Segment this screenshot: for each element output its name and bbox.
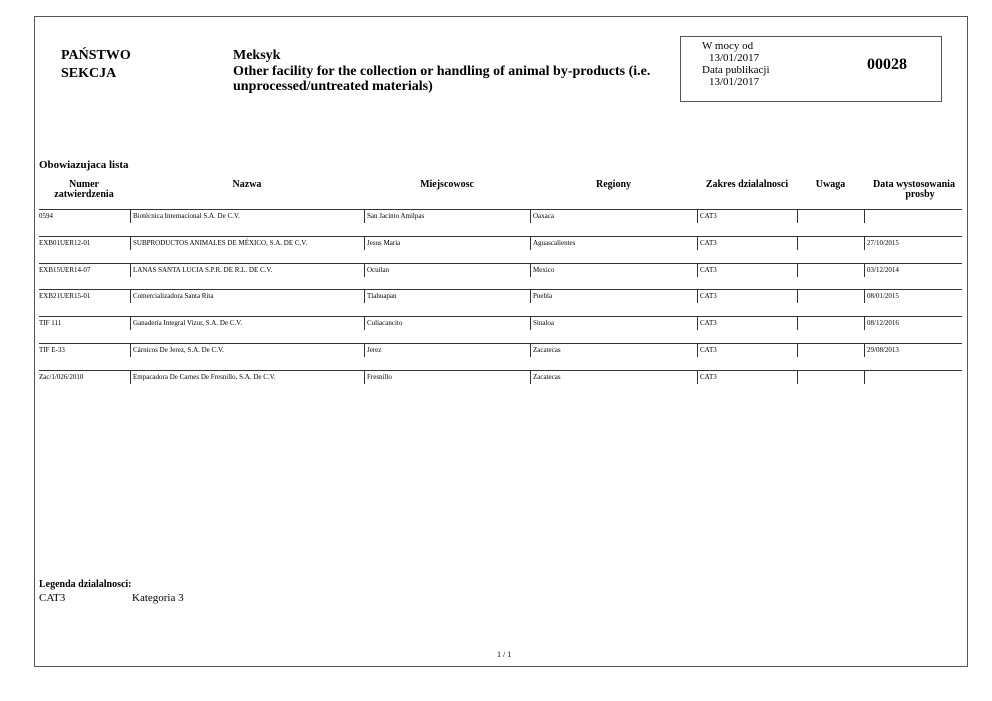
col-header-date-line2: prosby xyxy=(905,189,935,200)
cell-date: 29/08/2013 xyxy=(867,346,899,354)
column-divider xyxy=(130,210,131,223)
published-date: 13/01/2017 xyxy=(709,76,760,88)
cell-scope: CAT3 xyxy=(700,212,717,220)
column-divider xyxy=(130,371,131,384)
cell-region: Mexico xyxy=(533,265,555,274)
row-divider xyxy=(39,370,962,371)
column-divider xyxy=(797,344,798,357)
column-divider xyxy=(864,264,865,277)
cell-name: Ganadería Integral Vizur, S.A. De C.V. xyxy=(133,319,243,328)
column-divider xyxy=(130,264,131,277)
column-divider xyxy=(364,371,365,384)
section-value-line1: Other facility for the collection or handling of animal by-products (i.e. xyxy=(233,64,651,79)
cell-region: Puebla xyxy=(533,292,553,301)
column-divider xyxy=(130,344,131,357)
column-divider xyxy=(364,344,365,357)
country-label: PAŃSTWO xyxy=(61,48,131,63)
valid-from-date: 13/01/2017 xyxy=(709,52,760,64)
column-divider xyxy=(797,317,798,330)
cell-city: Fresnillo xyxy=(367,372,392,381)
column-divider xyxy=(864,210,865,223)
column-divider xyxy=(697,264,698,277)
document-number: 00028 xyxy=(867,56,907,73)
row-divider xyxy=(39,316,962,317)
page-number: 1 / 1 xyxy=(497,650,512,659)
cell-number: 0594 xyxy=(39,212,53,220)
column-divider xyxy=(130,237,131,250)
cell-number: TIF E-33 xyxy=(39,346,65,354)
column-divider xyxy=(530,210,531,223)
cell-number: EXB15UER14-07 xyxy=(39,265,91,274)
column-divider xyxy=(364,237,365,250)
cell-name: Comercializadora Santa Rita xyxy=(133,292,214,301)
column-divider xyxy=(364,290,365,303)
validity-box xyxy=(680,36,942,102)
section-value-line2: unprocessed/untreated materials) xyxy=(233,79,433,94)
cell-region: Oaxaca xyxy=(533,212,554,220)
list-title: Obowiazujaca lista xyxy=(39,159,129,171)
cell-scope: CAT3 xyxy=(700,265,717,274)
cell-name: SUBPRODUCTOS ANIMALES DE MÉXICO, S.A. DE C.V. xyxy=(133,238,308,247)
col-header-number-line1: Numer xyxy=(69,179,99,190)
cell-date: 03/12/2014 xyxy=(867,265,899,274)
legend-title: Legenda dzialalnosci: xyxy=(39,579,132,590)
document-frame xyxy=(34,16,968,667)
cell-date: 08/01/2015 xyxy=(867,292,899,301)
column-divider xyxy=(130,317,131,330)
row-divider xyxy=(39,209,962,210)
cell-name: LANAS SANTA LUCIA S.P.R. DE R.L. DE C.V. xyxy=(133,265,273,274)
cell-region: Sinaloa xyxy=(533,319,554,328)
published-label: Data publikacji xyxy=(702,64,770,76)
row-divider xyxy=(39,343,962,344)
column-divider xyxy=(864,371,865,384)
cell-region: Aguascalientes xyxy=(533,238,576,247)
row-divider xyxy=(39,289,962,290)
column-divider xyxy=(697,317,698,330)
cell-name: Cárnicos De Jerez, S.A. De C.V. xyxy=(133,346,224,354)
cell-number: EXB21UER15-01 xyxy=(39,292,91,301)
cell-scope: CAT3 xyxy=(700,238,717,247)
column-divider xyxy=(797,210,798,223)
cell-city: Ocuilan xyxy=(367,265,390,274)
cell-number: TIF 111 xyxy=(39,319,62,328)
column-divider xyxy=(530,317,531,330)
cell-region: Zacatecas xyxy=(533,372,561,381)
row-divider xyxy=(39,236,962,237)
cell-scope: CAT3 xyxy=(700,292,717,301)
column-divider xyxy=(864,317,865,330)
column-divider xyxy=(364,210,365,223)
cell-date: 08/12/2016 xyxy=(867,319,899,328)
column-divider xyxy=(864,344,865,357)
column-divider xyxy=(530,264,531,277)
legend-description: Kategoria 3 xyxy=(132,592,184,604)
valid-from-label: W mocy od xyxy=(702,40,754,52)
col-header-date xyxy=(864,180,964,200)
column-divider xyxy=(530,371,531,384)
col-header-region: Regiony xyxy=(596,179,631,190)
column-divider xyxy=(530,290,531,303)
column-divider xyxy=(864,237,865,250)
cell-city: Tlahuapan xyxy=(367,292,397,301)
column-divider xyxy=(364,264,365,277)
column-divider xyxy=(130,290,131,303)
column-divider xyxy=(797,371,798,384)
column-divider xyxy=(797,237,798,250)
column-divider xyxy=(864,290,865,303)
column-divider xyxy=(697,237,698,250)
cell-city: Culiacancito xyxy=(367,319,403,328)
cell-scope: CAT3 xyxy=(700,372,717,381)
cell-number: EXB01UER12-01 xyxy=(39,238,91,247)
cell-date: 27/10/2015 xyxy=(867,238,899,247)
cell-scope: CAT3 xyxy=(700,346,717,354)
cell-city: Jerez xyxy=(367,346,382,354)
cell-scope: CAT3 xyxy=(700,319,717,328)
cell-region: Zacatecas xyxy=(533,346,561,354)
cell-city: Jesus Maria xyxy=(367,238,401,247)
cell-name: Biotécnica Internacional S.A. De C.V. xyxy=(133,212,240,220)
country-value: Meksyk xyxy=(233,48,281,63)
cell-number: Zac/1/026/2010 xyxy=(39,372,84,381)
col-header-number-line2: zatwierdzenia xyxy=(54,189,114,200)
column-divider xyxy=(797,290,798,303)
column-divider xyxy=(797,264,798,277)
col-header-number xyxy=(39,180,129,200)
column-divider xyxy=(697,290,698,303)
legend-code: CAT3 xyxy=(39,592,66,604)
col-header-remark: Uwaga xyxy=(815,179,846,190)
col-header-name: Nazwa xyxy=(232,179,262,190)
col-header-date-line1: Data wystosowania xyxy=(873,179,955,190)
cell-city: San Jacinto Amilpas xyxy=(367,212,425,220)
column-divider xyxy=(530,344,531,357)
column-divider xyxy=(697,344,698,357)
section-label: SEKCJA xyxy=(61,66,117,81)
row-divider xyxy=(39,263,962,264)
column-divider xyxy=(364,317,365,330)
cell-name: Empacadora De Carnes De Fresnillo, S.A. De C.V. xyxy=(133,372,276,381)
col-header-scope: Zakres dzialalnosci xyxy=(705,179,789,190)
column-divider xyxy=(530,237,531,250)
col-header-city: Miejscowosc xyxy=(420,179,474,190)
column-divider xyxy=(697,371,698,384)
column-divider xyxy=(697,210,698,223)
